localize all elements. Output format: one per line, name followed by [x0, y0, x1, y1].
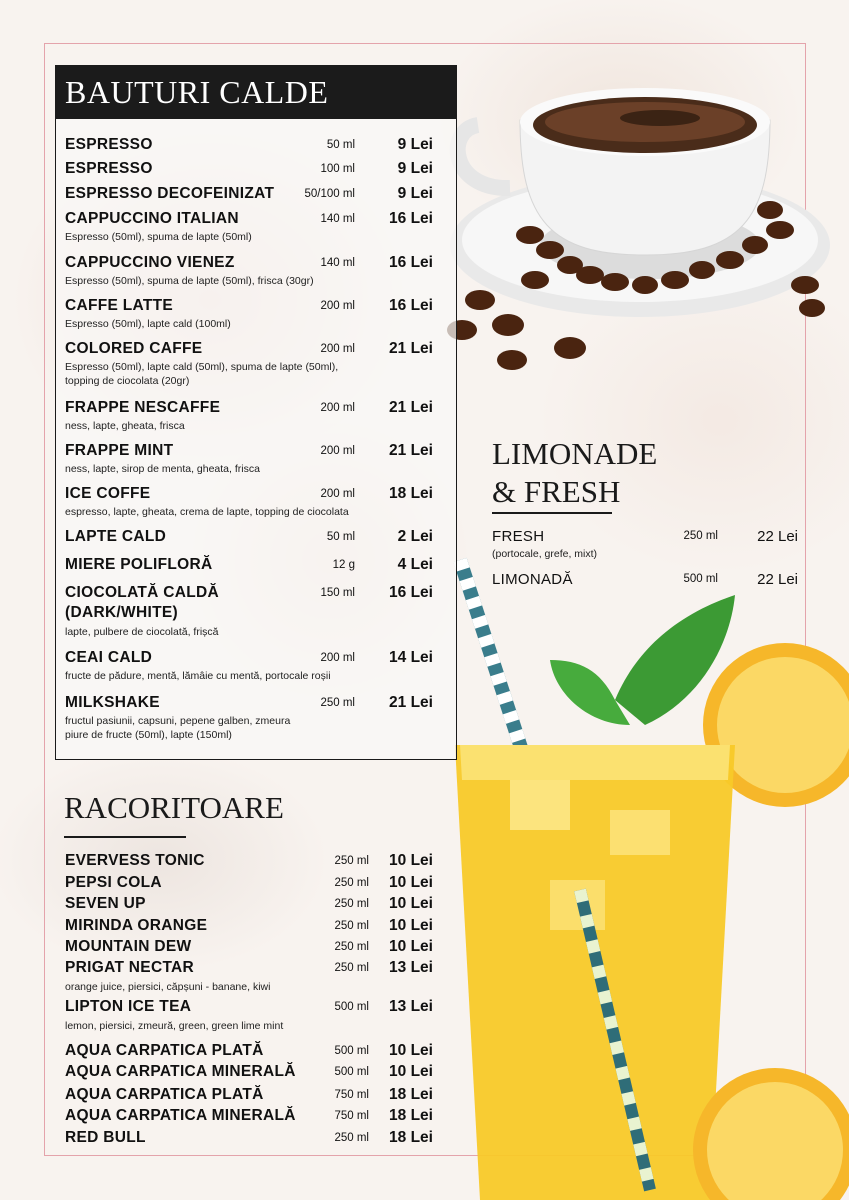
item-name: PEPSI COLA	[65, 874, 162, 891]
item-price: 9 Lei	[397, 185, 433, 202]
item-quantity: 250 ml	[334, 941, 369, 953]
item-quantity: 250 ml	[334, 1132, 369, 1144]
item-name: COLORED CAFFE	[65, 340, 203, 357]
item-quantity: 500 ml	[334, 1001, 369, 1013]
lemonade-glass-illustration	[440, 550, 849, 1200]
item-quantity: 250 ml	[334, 962, 369, 974]
item-quantity: 12 g	[332, 559, 355, 571]
item-name: FRAPPE MINT	[65, 442, 174, 459]
item-name: MIRINDA ORANGE	[65, 917, 208, 934]
item-quantity: 200 ml	[320, 402, 355, 414]
item-price: 18 Lei	[389, 1129, 433, 1146]
item-price: 18 Lei	[389, 1086, 433, 1103]
item-quantity: 140 ml	[320, 257, 355, 269]
item-name: CAPPUCCINO VIENEZ	[65, 254, 235, 271]
item-name: CAPPUCCINO ITALIAN	[65, 210, 239, 227]
item-quantity: 500 ml	[334, 1045, 369, 1057]
item-name: ESPRESSO	[65, 136, 153, 153]
item-price: 21 Lei	[389, 694, 433, 711]
item-price: 10 Lei	[389, 1042, 433, 1059]
limonade-underline	[492, 512, 612, 514]
item-price: 9 Lei	[397, 136, 433, 153]
item-quantity: 50/100 ml	[304, 188, 355, 200]
item-name: LIMONADĂ	[492, 571, 573, 588]
item-name: CIOCOLATĂ CALDĂ	[65, 584, 220, 601]
item-price: 21 Lei	[389, 399, 433, 416]
item-name: AQUA CARPATICA PLATĂ	[65, 1042, 264, 1059]
item-quantity: 50 ml	[326, 531, 355, 543]
item-price: 9 Lei	[397, 160, 433, 177]
item-quantity: 500 ml	[683, 573, 718, 585]
item-price: 10 Lei	[389, 874, 433, 891]
item-name: PRIGAT NECTAR	[65, 959, 195, 976]
item-price: 22 Lei	[757, 571, 798, 588]
item-name: ESPRESSO DECOFEINIZAT	[65, 185, 275, 202]
item-name: EVERVESS TONIC	[65, 852, 205, 869]
item-name: CAFFE LATTE	[65, 297, 174, 314]
item-description: espresso, lapte, gheata, crema de lapte, topping de ciocolata	[65, 506, 349, 518]
item-name: FRESH	[492, 528, 545, 545]
item-price: 4 Lei	[397, 556, 433, 573]
item-quantity: 150 ml	[320, 587, 355, 599]
item-price: 21 Lei	[389, 340, 433, 357]
item-quantity: 250 ml	[334, 898, 369, 910]
hot-drinks-title: BAUTURI CALDE	[55, 65, 457, 119]
item-description: (portocale, grefe, mixt)	[492, 548, 598, 560]
item-quantity: 200 ml	[320, 652, 355, 664]
item-quantity: 250 ml	[320, 697, 355, 709]
item-quantity: 50 ml	[326, 139, 355, 151]
item-quantity: 200 ml	[320, 343, 355, 355]
item-price: 10 Lei	[389, 917, 433, 934]
item-name: AQUA CARPATICA MINERALĂ	[65, 1107, 296, 1124]
item-name: AQUA CARPATICA MINERALĂ	[65, 1063, 296, 1080]
item-price: 13 Lei	[389, 959, 433, 976]
item-price: 16 Lei	[389, 254, 433, 271]
item-name: AQUA CARPATICA PLATĂ	[65, 1086, 264, 1103]
item-price: 10 Lei	[389, 1063, 433, 1080]
item-name: SEVEN UP	[65, 895, 146, 912]
item-price: 16 Lei	[389, 297, 433, 314]
limonade-title-line1: LIMONADE	[492, 436, 658, 471]
item-name: LAPTE CALD	[65, 528, 167, 545]
item-name: CEAI CALD	[65, 649, 153, 666]
item-description: fructul pasiunii, capsuni, pepene galben, zmeura	[65, 715, 291, 727]
item-quantity: 250 ml	[683, 530, 718, 542]
item-price: 18 Lei	[389, 485, 433, 502]
item-name: MILKSHAKE	[65, 694, 160, 711]
item-description: lapte, pulbere de ciocolată, frișcă	[65, 626, 219, 638]
item-price: 18 Lei	[389, 1107, 433, 1124]
item-price: 10 Lei	[389, 895, 433, 912]
item-description-line2: topping de ciocolata (20gr)	[65, 375, 190, 387]
cold-drinks-underline	[64, 836, 186, 838]
item-description: fructe de pădure, mentă, lămâie cu mentă, portocale roșii	[65, 670, 331, 682]
item-quantity: 750 ml	[334, 1110, 369, 1122]
item-name: ESPRESSO	[65, 160, 153, 177]
cold-drinks-title: RACORITOARE	[64, 790, 284, 825]
item-price: 10 Lei	[389, 938, 433, 955]
item-description-line2: piure de fructe (50ml), lapte (150ml)	[65, 729, 232, 741]
item-price: 2 Lei	[397, 528, 433, 545]
item-description: Espresso (50ml), spuma de lapte (50ml)	[65, 231, 252, 243]
coffee-cup-illustration	[440, 70, 845, 380]
item-price: 13 Lei	[389, 998, 433, 1015]
item-description: Espresso (50ml), lapte cald (50ml), spuma de lapte (50ml),	[65, 361, 339, 373]
item-quantity: 250 ml	[334, 855, 369, 867]
item-quantity: 250 ml	[334, 920, 369, 932]
item-name-line2: (DARK/WHITE)	[65, 604, 178, 621]
item-quantity: 200 ml	[320, 300, 355, 312]
item-description: Espresso (50ml), lapte cald (100ml)	[65, 318, 231, 330]
item-quantity: 140 ml	[320, 213, 355, 225]
item-description: ness, lapte, gheata, frisca	[65, 420, 185, 432]
item-price: 16 Lei	[389, 210, 433, 227]
item-description: lemon, piersici, zmeură, green, green lime mint	[65, 1020, 284, 1032]
item-quantity: 200 ml	[320, 445, 355, 457]
item-name: LIPTON ICE TEA	[65, 998, 192, 1015]
item-price: 10 Lei	[389, 852, 433, 869]
item-quantity: 750 ml	[334, 1089, 369, 1101]
item-price: 16 Lei	[389, 584, 433, 601]
item-price: 21 Lei	[389, 442, 433, 459]
item-name: FRAPPE NESCAFFE	[65, 399, 221, 416]
item-price: 14 Lei	[389, 649, 433, 666]
item-description: ness, lapte, sirop de menta, gheata, frisca	[65, 463, 260, 475]
item-quantity: 250 ml	[334, 877, 369, 889]
item-price: 22 Lei	[757, 528, 798, 545]
item-quantity: 100 ml	[320, 163, 355, 175]
item-name: ICE COFFE	[65, 485, 151, 502]
item-name: MOUNTAIN DEW	[65, 938, 192, 955]
limonade-title-line2: & FRESH	[492, 474, 621, 509]
item-description: orange juice, piersici, căpșuni - banane, kiwi	[65, 981, 271, 993]
item-quantity: 500 ml	[334, 1066, 369, 1078]
item-name: MIERE POLIFLORĂ	[65, 556, 213, 573]
item-name: RED BULL	[65, 1129, 146, 1146]
item-quantity: 200 ml	[320, 488, 355, 500]
item-description: Espresso (50ml), spuma de lapte (50ml), frisca (30gr)	[65, 275, 314, 287]
